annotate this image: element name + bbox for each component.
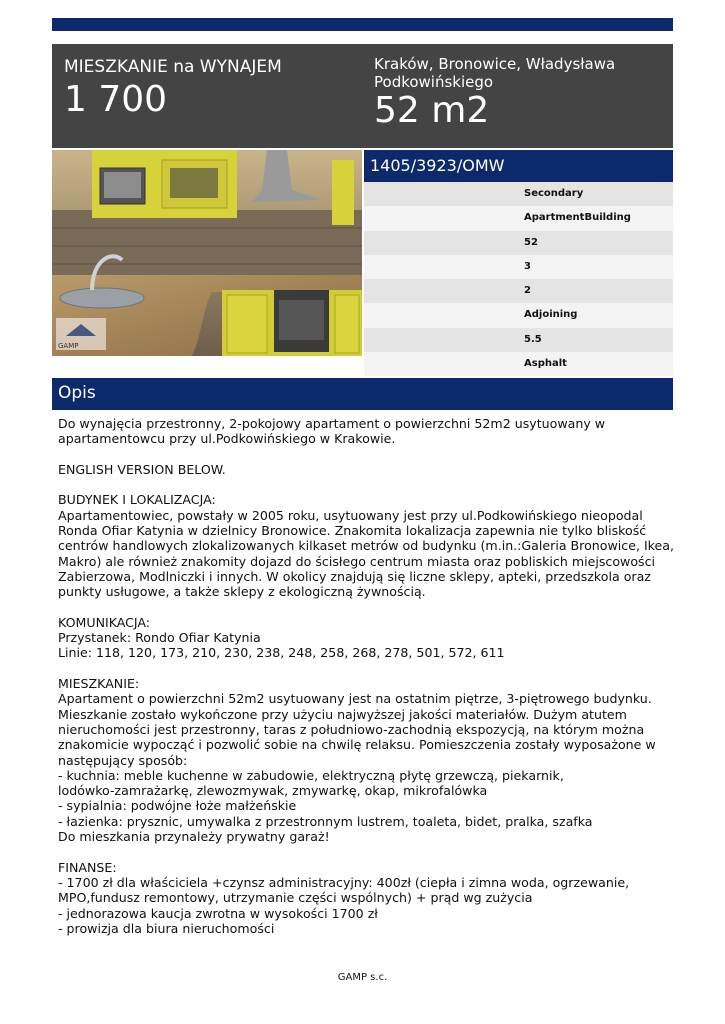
address: Kraków, Bronowice, Władysława Podkowińskiego <box>374 55 616 91</box>
description-line: znakomicie wypocząć i pozwolić sobie na chwilę relaksu. Pomieszczenia zostały wyposażone w <box>58 737 656 753</box>
description-line: Linie: 118, 120, 173, 210, 230, 238, 248, 258, 268, 278, 501, 572, 611 <box>58 645 505 661</box>
paragraph-gap <box>58 844 670 859</box>
svg-text:GAMP: GAMP <box>58 342 79 350</box>
paragraph-gap <box>58 477 670 492</box>
description-line: Makro) ale również znakomity dojazd do ścisłego centrum miasta oraz pobliskich miejscowości <box>58 553 656 569</box>
description-line: - kuchnia: meble kuchenne w zabudowie, elektryczną płytę grzewczą, piekarnik, <box>58 767 564 783</box>
description-line: Apartament o powierzchni 52m2 usytuowany jest na ostatnim piętrze, 3-piętrowego budynku. <box>58 691 652 707</box>
detail-row <box>364 328 673 352</box>
description-line: - 1700 zł dla właściciela +czynsz administracyjny: 400zł (ciepła i zimna woda, ogrzewanie, <box>58 874 630 890</box>
description-text <box>58 416 674 936</box>
description-line: - jednorazowa kaucja zwrotna w wysokości 1700 zł <box>58 905 378 921</box>
description-line: następujący sposób: <box>58 752 188 768</box>
description-line: nieruchomości jest przestronny, taras z południowo-zachodnią ekspozycją, na którym można <box>58 721 645 737</box>
description-line: Do wynajęcia przestronny, 2-pokojowy apartament o powierzchni 52m2 usytuowany w <box>58 416 606 431</box>
top-accent-bar <box>52 18 673 31</box>
price: 1 700 <box>64 79 168 120</box>
paragraph-gap <box>58 447 670 462</box>
detail-row <box>364 231 673 255</box>
paragraph-gap <box>58 600 670 615</box>
description-line: MIESZKANIE: <box>58 676 140 692</box>
header-right <box>374 55 664 131</box>
description-line: Mieszkanie zostało wykończone przy użyciu najwyższej jakości materiałów. Dużym atutem <box>58 706 627 722</box>
description-line: Ronda Ofiar Katynia w dzielnicy Bronowice. Znakomita lokalizacja zapewnia nie tylko bliskość <box>58 523 647 539</box>
description-line: lodówko-zamrażarkę, zlewozmywak, zmywarkę, okap, mikrofalówka <box>58 783 488 799</box>
detail-value: Secondary <box>524 188 584 199</box>
detail-row <box>364 206 673 230</box>
kitchen-photo <box>52 150 362 356</box>
description-line: punkty usługowe, a także sklepy z ekologiczną żywnością. <box>58 584 426 600</box>
section-title: Opis <box>58 383 96 403</box>
detail-row <box>364 279 673 303</box>
detail-value: 2 <box>524 285 531 297</box>
reference-bar <box>364 150 673 182</box>
description-line: Apartamentowiec, powstały w 2005 roku, usytuowany jest przy ul.Podkowińskiego nieopodal <box>58 507 643 523</box>
description-line: - prowizja dla biura nieruchomości <box>58 920 275 936</box>
description-line: ENGLISH VERSION BELOW. <box>58 461 226 477</box>
header-left <box>64 56 354 120</box>
description-line: - łazienka: prysznic, umywalka z przestronnym lustrem, toaleta, bidet, pralka, szafka <box>58 813 593 829</box>
detail-value: Adjoining <box>524 309 578 321</box>
area: 52 m2 <box>374 90 490 131</box>
description-line: KOMUNIKACJA: <box>58 614 151 630</box>
description-line: MPO,fundusz remontowy, utrzymanie części wspólnych) + prąd wg zużycia <box>58 890 533 906</box>
description-line: BUDYNEK I LOKALIZACJA: <box>58 492 216 508</box>
description-line: - sypialnia: podwójne łoże małżeńskie <box>58 798 297 814</box>
detail-value: ApartmentBuilding <box>524 212 631 224</box>
reference-number: 1405/3923/OMW <box>370 156 505 175</box>
description-line: FINANSE: <box>58 859 117 875</box>
description-line: Zabierzowa, Modlniczki i innych. W okolicy znajdują się liczne sklepy, apteki, przedszkola oraz <box>58 568 651 584</box>
detail-value: 3 <box>524 260 531 272</box>
description-line: Przystanek: Rondo Ofiar Katynia <box>58 630 261 646</box>
detail-row <box>364 255 673 279</box>
paragraph-gap <box>58 661 670 676</box>
offer-type: MIESZKANIE na WYNAJEM <box>64 57 282 77</box>
detail-row <box>364 303 673 327</box>
listing-header <box>52 44 673 148</box>
description-line: apartamentowcu przy ul.Podkowińskiego w Krakowie. <box>58 431 396 447</box>
detail-value: 5.5 <box>524 333 542 345</box>
description-line: centrów handlowych zlokalizowanych kilkaset metrów od budynku (m.in.:Galeria Bronowice, Ikea, <box>58 538 674 554</box>
detail-row <box>364 352 673 376</box>
footer-company: GAMP s.c. <box>337 972 388 983</box>
details-table <box>364 182 673 376</box>
description-line: Do mieszkania przynależy prywatny garaż! <box>58 829 330 845</box>
detail-value: 52 <box>524 236 538 248</box>
detail-row <box>364 182 673 206</box>
detail-value: Asphalt <box>524 358 567 370</box>
description-section-bar <box>52 378 673 410</box>
